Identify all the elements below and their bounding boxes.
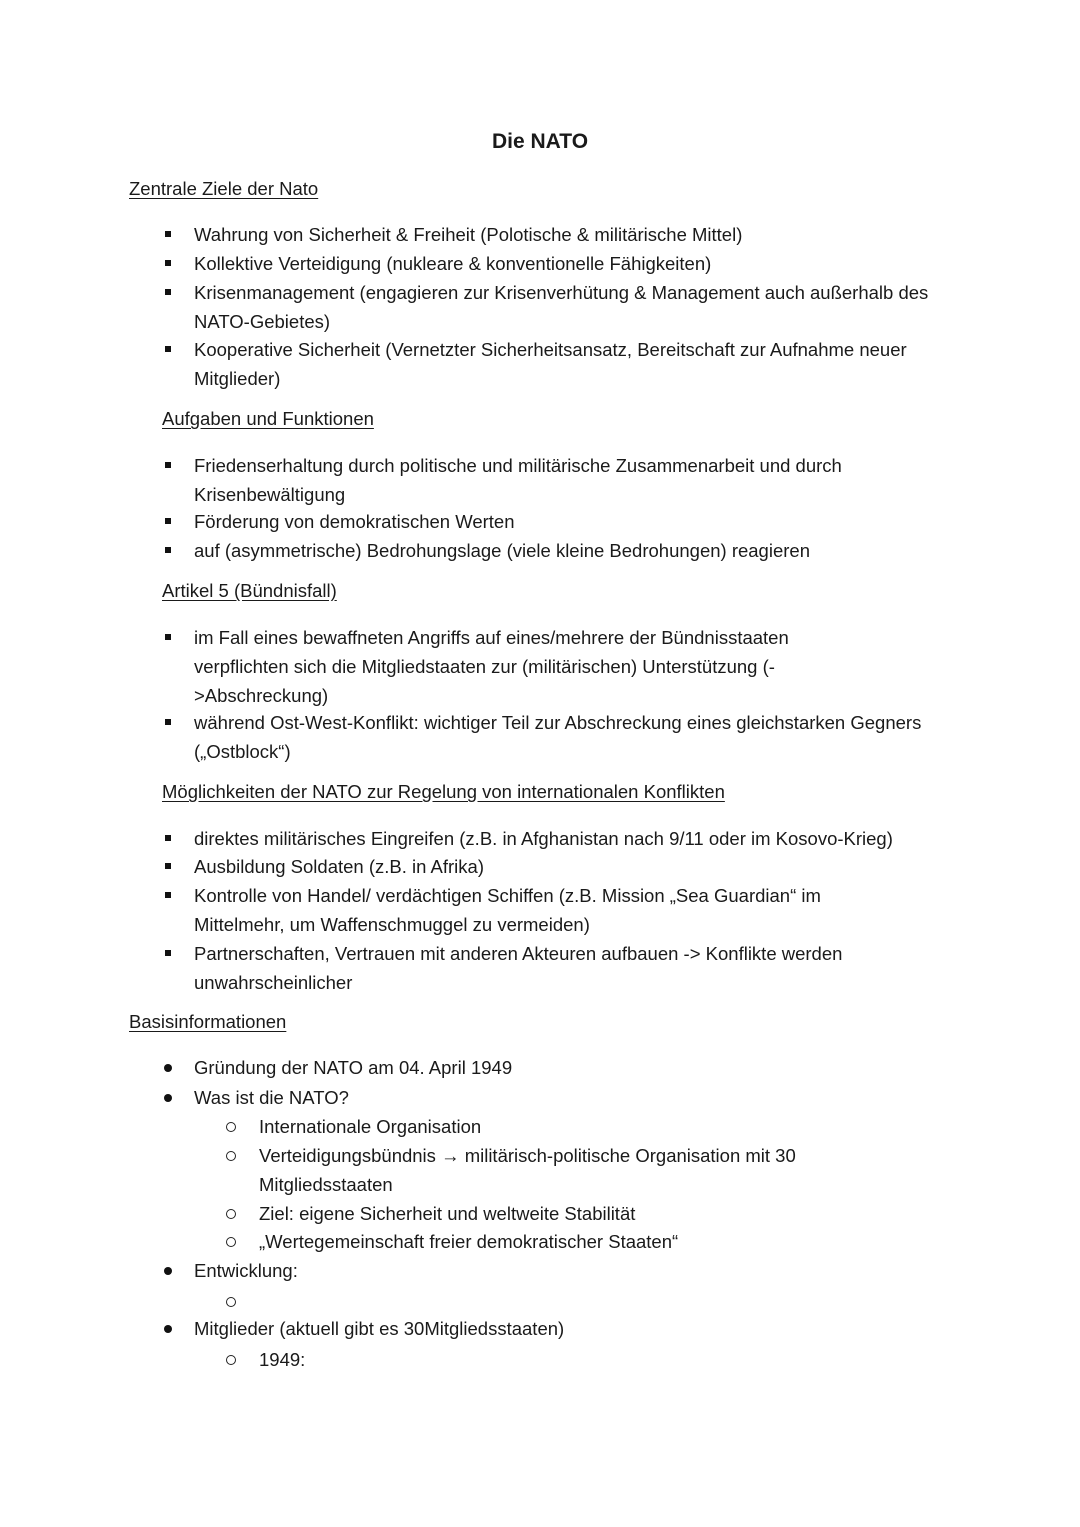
list-item: Gründung der NATO am 04. April 1949 <box>194 1053 954 1082</box>
sub-list-item: 1949: <box>259 1349 306 1370</box>
list-item: Kollektive Verteidigung (nukleare & konventionelle Fähigkeiten) <box>194 249 954 278</box>
list-item: Was ist die NATO? <box>194 1083 954 1112</box>
sub-list-item: Ziel: eigene Sicherheit und weltweite Stabilität <box>259 1203 636 1224</box>
circle-bullet-icon <box>226 1355 238 1367</box>
section-heading-moeglichkeiten: Möglichkeiten der NATO zur Regelung von internationalen Konflikten <box>162 781 725 802</box>
circle-bullet-icon <box>226 1297 238 1309</box>
list-item: Friedenserhaltung durch politische und militärische Zusammenarbeit und durch Krisenbewältigung <box>194 451 954 509</box>
list-item: Kooperative Sicherheit (Vernetzter Sicherheitsansatz, Bereitschaft zur Aufnahme neuer Mitglieder) <box>194 335 954 393</box>
list-item: Wahrung von Sicherheit & Freiheit (Polotische & militärische Mittel) <box>194 220 954 249</box>
list-item: direktes militärisches Eingreifen (z.B. in Afghanistan nach 9/11 oder im Kosovo-Krieg) <box>194 824 954 853</box>
circle-bullet-icon <box>226 1122 238 1134</box>
circle-bullet-icon <box>226 1151 238 1163</box>
list-item: im Fall eines bewaffneten Angriffs auf eines/mehrere der Bündnisstaaten verpflichten sich die Mitgliedstaaten zur (militärischen) Unterstützung (->Abschreckung) <box>194 623 854 710</box>
list-item: Ausbildung Soldaten (z.B. in Afrika) <box>194 852 954 881</box>
section-heading-aufgaben: Aufgaben und Funktionen <box>162 408 374 429</box>
page-title: Die NATO <box>491 130 589 153</box>
section-heading-zentrale-ziele: Zentrale Ziele der Nato <box>129 178 319 199</box>
list-item: Kontrolle von Handel/ verdächtigen Schiffen (z.B. Mission „Sea Guardian“ im Mittelmehr, um Waffenschmuggel zu vermeiden) <box>194 881 894 939</box>
circle-bullet-icon <box>226 1237 238 1249</box>
list-item: Entwicklung: <box>194 1256 954 1285</box>
section-heading-basis: Basisinformationen <box>129 1011 287 1032</box>
sub-list-item: Verteidigungsbündnis → militärisch-politische Organisation mit 30 Mitgliedsstaaten <box>259 1145 796 1195</box>
list-item: Krisenmanagement (engagieren zur Krisenverhütung & Management auch außerhalb des NATO-Gebietes) <box>194 278 954 336</box>
circle-bullet-icon <box>226 1209 238 1221</box>
sub-list-item: Internationale Organisation <box>259 1116 482 1137</box>
sub-list-item: „Wertegemeinschaft freier demokratischer Staaten“ <box>259 1231 679 1252</box>
section-heading-artikel5: Artikel 5 (Bündnisfall) <box>162 580 337 601</box>
list-item: auf (asymmetrische) Bedrohungslage (viele kleine Bedrohungen) reagieren <box>194 536 954 565</box>
list-item: während Ost-West-Konflikt: wichtiger Teil zur Abschreckung eines gleichstarken Gegners („Ostblock“) <box>194 708 924 766</box>
list-item: Mitglieder (aktuell gibt es 30Mitgliedsstaaten) <box>194 1314 954 1343</box>
list-item: Förderung von demokratischen Werten <box>194 507 954 536</box>
list-item: Partnerschaften, Vertrauen mit anderen Akteuren aufbauen -> Konflikte werden unwahrscheinlicher <box>194 939 924 997</box>
